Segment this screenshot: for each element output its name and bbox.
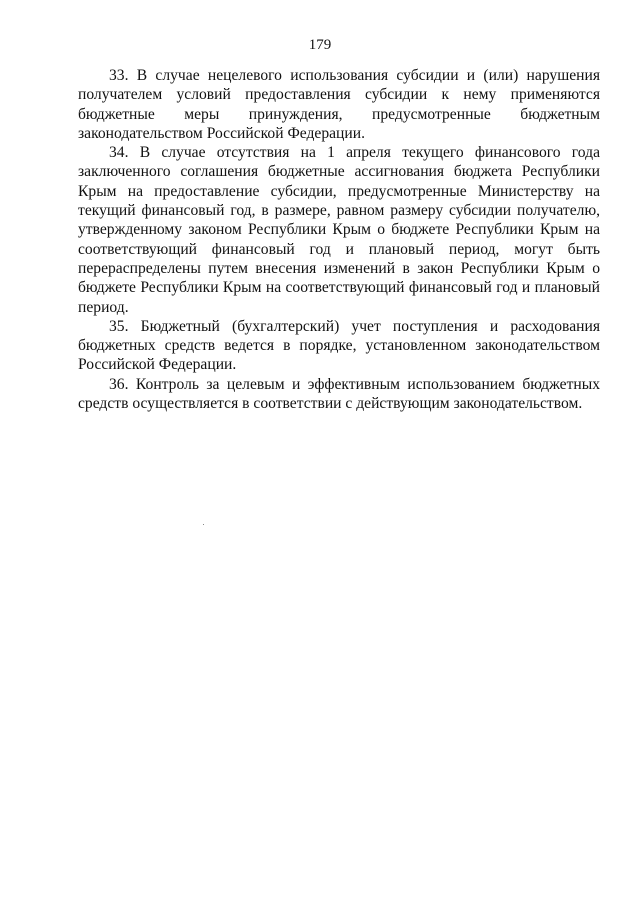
paragraph-36: 36. Контроль за целевым и эффективным использованием бюджетных средств осуществляется в соответствии с действующим законодательством. [78,375,600,413]
paragraph-33: 33. В случае нецелевого использования субсидии и (или) нарушения получателем условий предоставления субсидии к нему применяются бюджетные меры принуждения, предусмотренные бюджетным законодательством Российской Федерации. [78,67,600,142]
page-number: 179 [308,37,332,53]
paragraph-34: 34. В случае отсутствия на 1 апреля текущего финансового года заключенного соглашения бюджетные ассигнования бюджета Республики Крым на предоставление субсидии, предусмотренные Министерству на текущий финансовый год, в размере, равном размеру субсидии получателю, утвержденному законом Республики Крым о бюджете Республики Крым на соответствующий финансовый год и плановый период, могут быть перераспределены путем внесения изменений в закон Республики Крым о бюджете Республики Крым на соответствующий финансовый год и плановый период. [78,144,600,316]
document-body [78,66,600,413]
paragraph-35: 35. Бюджетный (бухгалтерский) учет поступления и расходования бюджетных средств ведется в порядке, установленном законодательством Российской Федерации. [78,317,600,374]
scan-speck [203,524,204,525]
